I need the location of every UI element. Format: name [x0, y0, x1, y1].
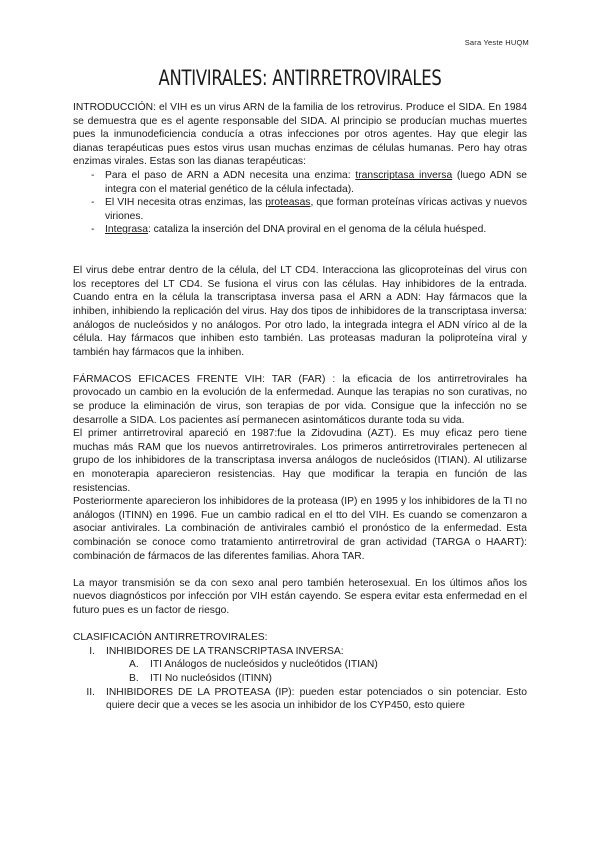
bullet-text: , que forman proteínas víricas activas y nuevos viriones. — [105, 197, 527, 222]
subclass-text: ITI No nucleósidos (ITINN) — [150, 672, 272, 684]
targets-list — [73, 169, 527, 237]
bullet-text: (luego ADN se integra con el material genético de la célula infectada). — [105, 169, 527, 195]
dash-bullet: - — [91, 197, 95, 209]
classification-item-ti — [73, 645, 527, 686]
bullet-text: El VIH necesita otras enzimas, las — [105, 197, 266, 209]
azt-paragraph: El primer antirretroviral apareció en 1987:fue la Zidovudina (AZT). Es muy eficaz pero tiene muchas más RAM que los nuevos antirretrovirales. Los primeros antirretrovirales pertenecen al grupo de los inhibidores de la transcriptasa inversa análogos de nucleósidos (ITIAN). Al utilizarse en monoterapia aparecieron resistencias. Hay que modificar la terapia en función de las resistencias. — [73, 428, 527, 494]
target-item-transcriptasa — [73, 169, 527, 196]
roman-numeral: I. — [89, 645, 95, 657]
classification-text: INHIBIDORES DE LA PROTEASA (IP): pueden estar potenciados o sin potenciar. Esto quiere decir que a veces se les asocia un inhibidor de los CYP450, esto quiere — [106, 686, 527, 712]
entry-paragraph: El virus debe entrar dentro de la célula, del LT CD4. Interacciona las glicoproteínas del virus con los receptores del LT CD4. Se fusiona el virus con las células. Hay inhibidores de la entrada. Cuando entra en la célula la transcriptasa inversa pasa el ARN a ADN: Hay fármacos que la inhiben, inhibiendo la replicación del virus. Hay dos tipos de inhibidores de la transcriptasa inversa: análogos de nucleósidos y no análogos. Por otro lado, la integrada integra el ADN vírico al de la célula. Hay fármacos que inhiben esto también. Las proteasas maduran la poliproteína viral y también hay fármacos que la inhiben. — [73, 265, 527, 358]
bullet-term: Integrasa — [105, 224, 148, 236]
document-body — [73, 101, 527, 713]
targa-paragraph: Posteriormente aparecieron los inhibidores de la proteasa (IP) en 1995 y los inhibidores de la TI no análogos (ITINN) en 1996. Fue un cambio radical en el tto del VIH. Es cuando se comenzaron a asociar antivirales. La combinación de antivirales cambió el pronóstico de la enfermedad. Esta combinación se conoce como tratamiento antirretroviral de gran actividad (TARGA o HAART): combinación de fármacos de las diferentes familias. Ahora TAR. — [73, 496, 527, 562]
classification-list — [73, 645, 527, 713]
header-author: Sara Yeste HUQM — [464, 38, 529, 47]
classification-text: INHIBIDORES DE LA TRANSCRIPTASA INVERSA: — [106, 645, 344, 657]
dash-bullet: - — [91, 224, 95, 236]
bullet-text: : cataliza la inserción del DNA proviral en el genoma de la célula huésped. — [147, 224, 487, 236]
subclass-text: ITI Análogos de nucleósidos y nucleótidos (ITIAN) — [150, 659, 378, 671]
dash-bullet: - — [91, 169, 95, 181]
transmission-paragraph: La mayor transmisión se da con sexo anal pero también heterosexual. En los últimos años los nuevos diagnósticos por infección por VIH están cayendo. Se espera evitar esta enfermedad en el futuro pues es un factor de riesgo. — [73, 577, 527, 616]
classification-item-ip — [73, 686, 527, 713]
bullet-term: transcriptasa inversa — [355, 169, 453, 181]
intro-paragraph: INTRODUCCIÓN: el VIH es un virus ARN de la familia de los retrovirus. Produce el SIDA. En 1984 se demuestra que es el agente responsable del SIDA. Al principio se producían muchas muertes pues la inmunodeficiencia conducía a otras infecciones por otros agentes. Hay que elegir las dianas terapéuticas pues estos virus usan muchas enzimas de células humanas. Pero hay otras enzimas virales. Estas son las dianas terapéuticas: — [73, 102, 527, 168]
roman-numeral: II. — [86, 686, 95, 698]
subclass-list — [73, 658, 527, 685]
classification-heading: CLASIFICACIÓN ANTIRRETROVIRALES: — [73, 632, 268, 644]
subclass-letter: B. — [129, 672, 139, 684]
bullet-term: proteasas — [265, 197, 311, 209]
target-item-integrasa — [73, 223, 527, 237]
farmacos-paragraph: FÁRMACOS EFICACES FRENTE VIH: TAR (FAR) : la eficacia de los antirretrovirales ha provocado un cambio en la evolución de la enfermedad. Aunque las terapias no son curativas, no se produce la eliminación de virus, son terapias de por vida. Consigue que la infección no se desarrolle a SIDA. Los pacientes así permanecen asintomáticos durante toda su vida. — [73, 373, 527, 426]
subclass-item — [73, 658, 527, 672]
subclass-item — [73, 672, 527, 686]
page-title: ANTIVIRALES: ANTIRRETROVIRALES — [158, 66, 442, 90]
bullet-text: Para el paso de ARN a ADN necesita una enzima: — [105, 169, 356, 181]
subclass-letter: A. — [129, 659, 139, 671]
target-item-proteasas — [73, 196, 527, 223]
